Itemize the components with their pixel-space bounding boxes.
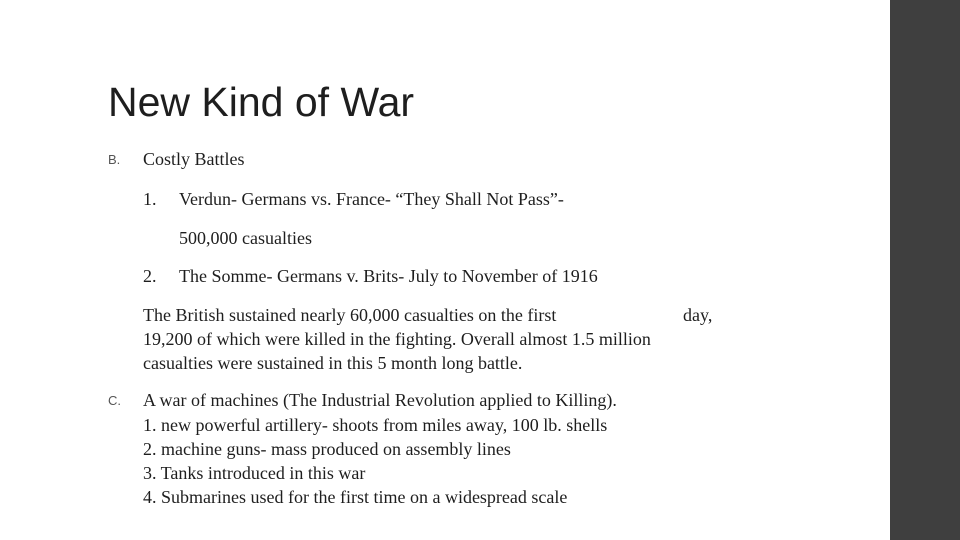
item-1-text: Verdun- Germans vs. France- “They Shall Not Pass”-: [179, 189, 564, 209]
somme-paragraph-line-1a: The British sustained nearly 60,000 casualties on the first: [143, 305, 557, 325]
section-c-line-5: 4. Submarines used for the first time on a widespread scale: [143, 487, 568, 507]
section-c-line-3: 2. machine guns- mass produced on assembly lines: [143, 439, 511, 459]
item-2-text: The Somme- Germans v. Brits- July to November of 1916: [179, 266, 598, 286]
item-2-number: 2.: [143, 266, 157, 286]
somme-paragraph-line-1b: day,: [683, 305, 713, 325]
item-1-number: 1.: [143, 189, 157, 209]
section-c-line-4: 3. Tanks introduced in this war: [143, 463, 366, 483]
slide-title: New Kind of War: [108, 79, 415, 125]
somme-paragraph-line-2: 19,200 of which were killed in the fighting. Overall almost 1.5 million: [143, 329, 651, 349]
section-c-marker: C.: [108, 393, 121, 408]
right-accent-bar: [890, 0, 960, 540]
section-c-line-2: 1. new powerful artillery- shoots from miles away, 100 lb. shells: [143, 415, 608, 435]
section-b-heading: Costly Battles: [143, 149, 245, 169]
section-b-marker: B.: [108, 152, 121, 167]
section-c-line-1: A war of machines (The Industrial Revolution applied to Killing).: [143, 390, 617, 410]
item-1-continuation: 500,000 casualties: [179, 228, 312, 248]
somme-paragraph-line-3: casualties were sustained in this 5 month long battle.: [143, 353, 523, 373]
